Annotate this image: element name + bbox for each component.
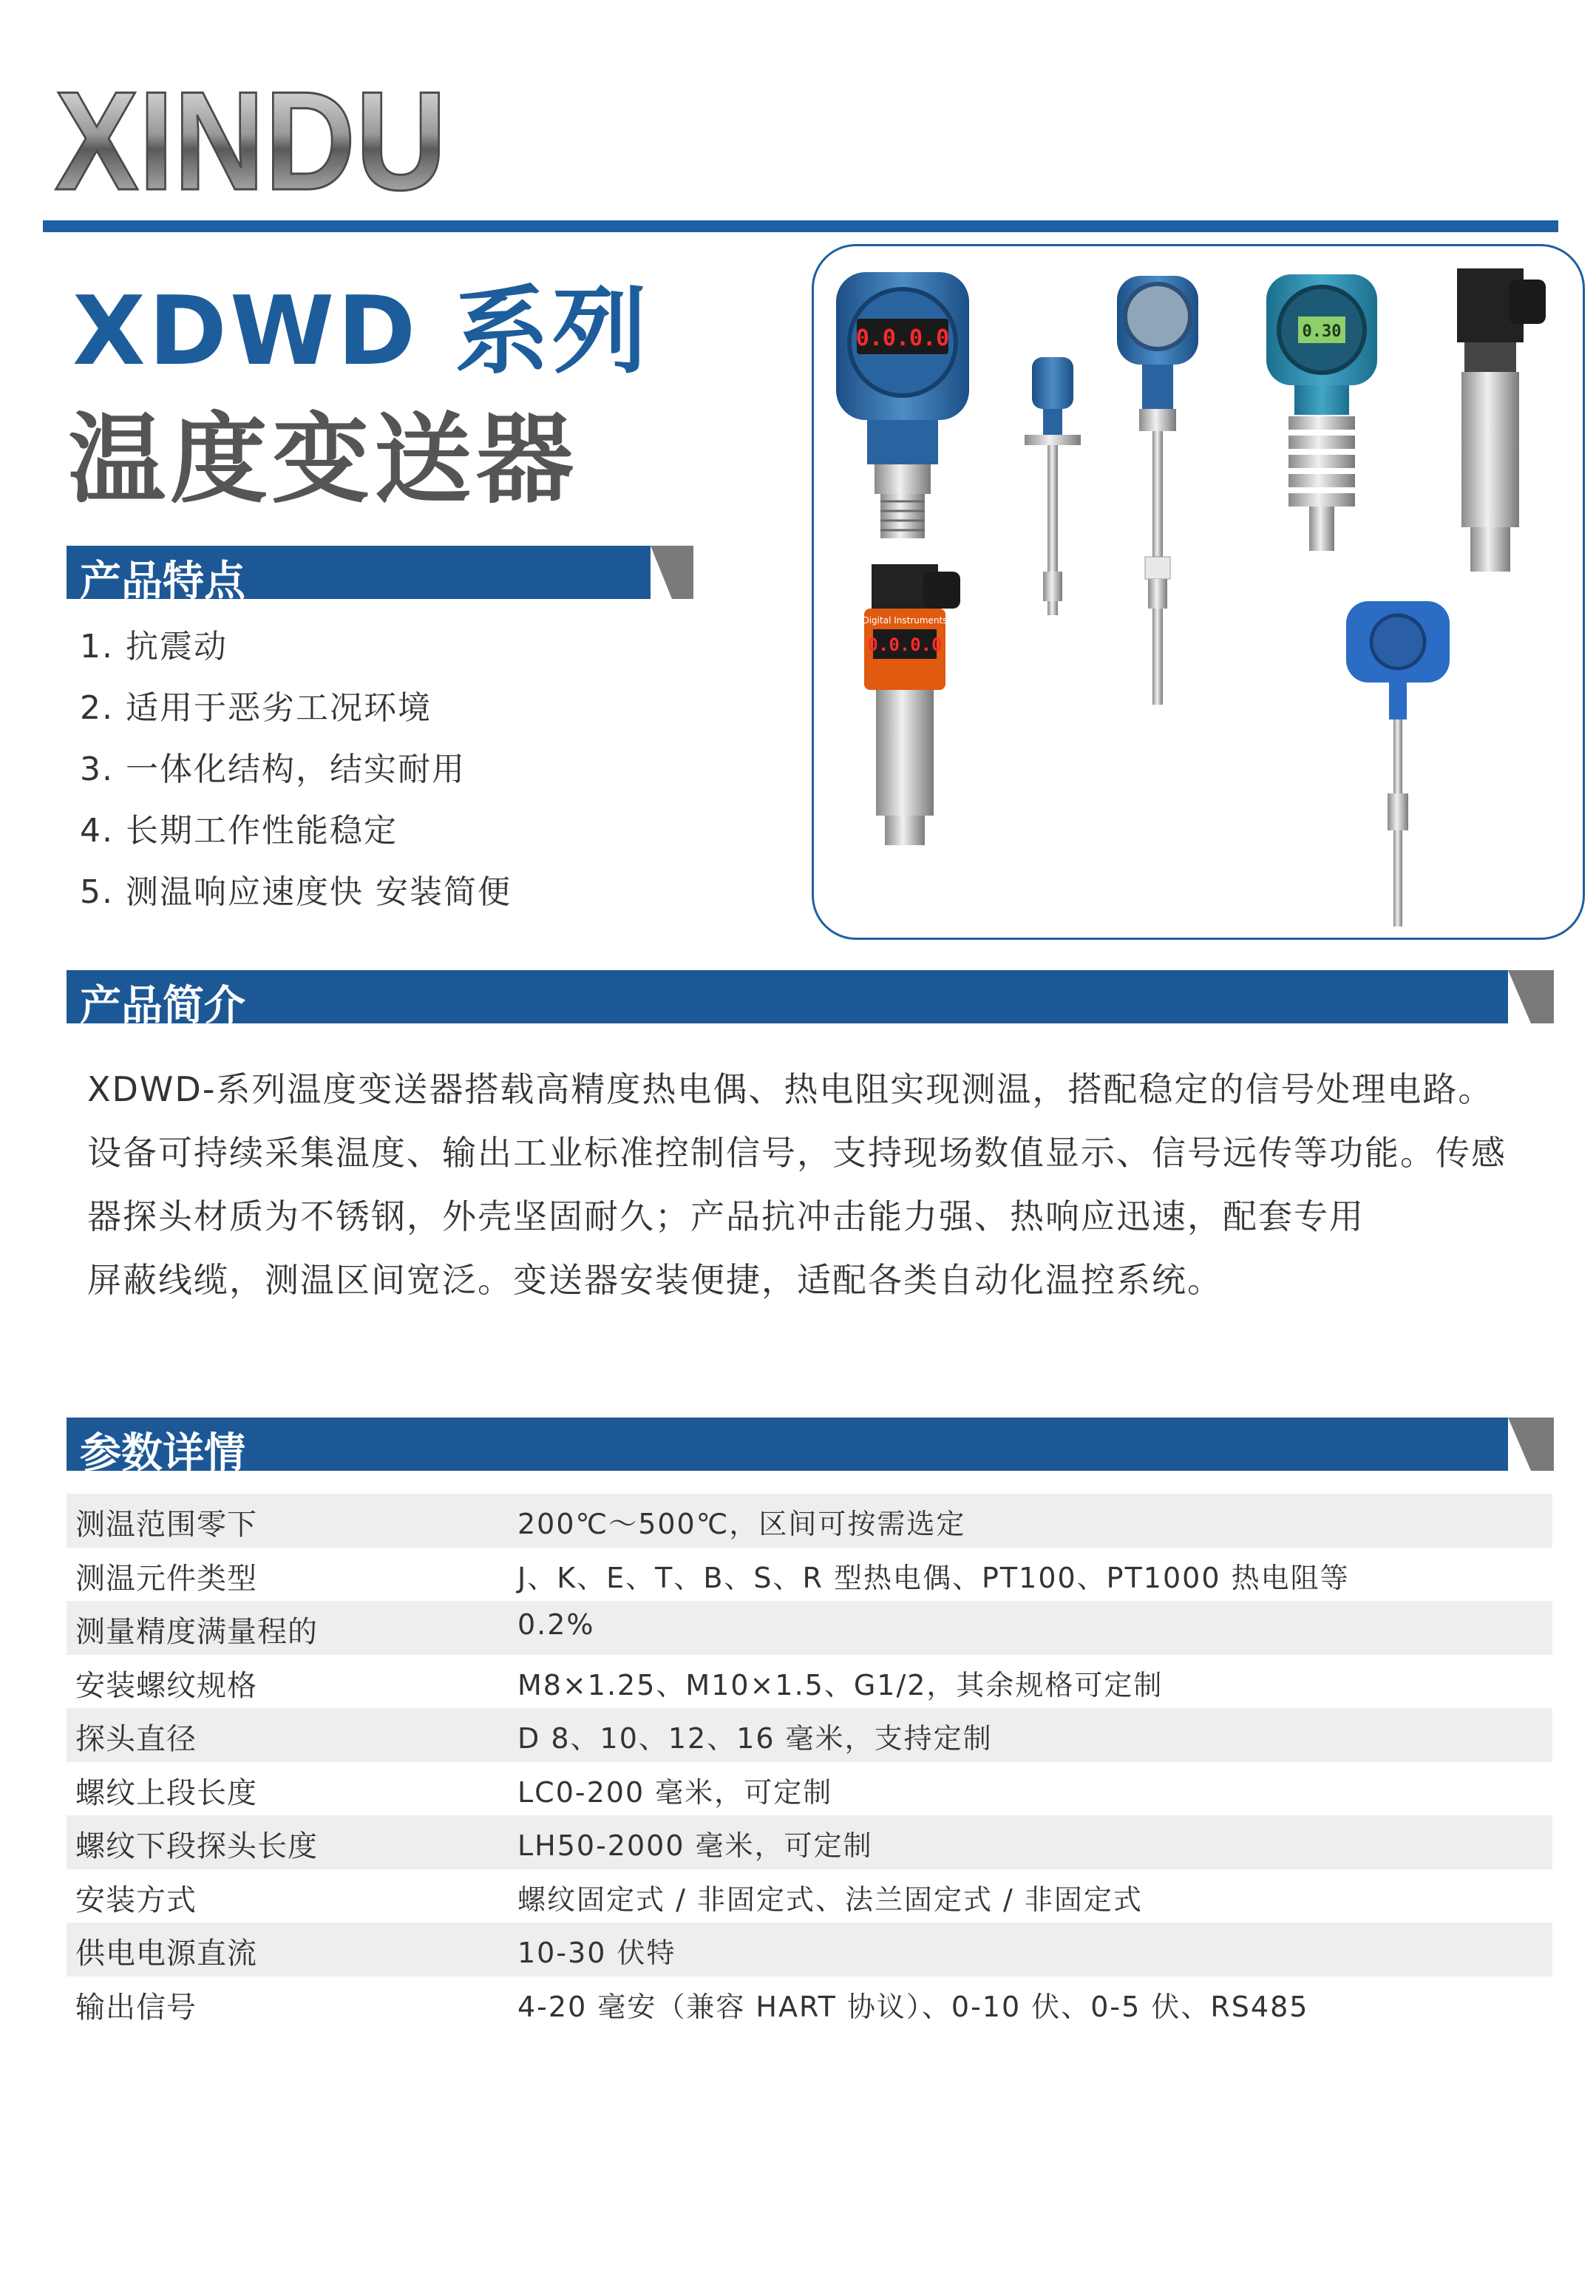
led-reading: 0.0.0.0 <box>855 325 950 351</box>
product-intro <box>87 1057 1551 1312</box>
feature-item: 3. 一体化结构，结实耐用 <box>80 751 466 788</box>
param-row <box>67 1708 1552 1762</box>
features-section-title: 产品特点 <box>80 558 245 606</box>
led-reading-small: 0.0.0.0 <box>867 634 943 655</box>
param-row <box>67 1869 1552 1923</box>
param-row <box>67 1548 1552 1602</box>
transmitter-head-probe <box>1346 601 1450 927</box>
params-section-title: 参数详情 <box>80 1429 245 1477</box>
xindu-logo <box>52 65 451 213</box>
lcd-reading: 0.30 <box>1302 322 1342 341</box>
param-key: 螺纹下段探头长度 <box>75 1829 318 1863</box>
features-section-bar <box>67 546 693 606</box>
logo-text: XINDU <box>55 65 446 213</box>
sensor-digital-display <box>862 564 960 845</box>
intro-section-title: 产品简介 <box>80 982 245 1030</box>
intro-section-bar <box>67 970 1554 1030</box>
param-row <box>67 1601 1552 1655</box>
param-row <box>67 1923 1552 1977</box>
param-row <box>67 1815 1552 1869</box>
transmitter-flange-probe <box>1025 357 1081 615</box>
feature-item: 5. 测温响应速度快 安装简便 <box>80 873 512 911</box>
param-key: 测温范围零下 <box>75 1508 257 1542</box>
product-photos-panel <box>812 244 1585 940</box>
param-value: 4-20 毫安（兼容 HART 协议）、0-10 伏、0-5 伏、RS485 <box>517 1990 1309 2023</box>
param-row <box>67 1977 1552 2031</box>
sensor-din-connector <box>1457 268 1546 572</box>
product-title: 温度变送器 <box>68 403 578 517</box>
param-key: 安装方式 <box>75 1883 197 1917</box>
transmitter-lcd-heatsink <box>1266 274 1377 551</box>
transmitter-lcd-long-probe <box>1117 276 1198 705</box>
param-value: 200℃～500℃，区间可按需选定 <box>517 1508 966 1540</box>
param-key: 供电电源直流 <box>75 1937 257 1971</box>
intro-line: 器探头材质为不锈钢，外壳坚固耐久；产品抗冲击能力强、热响应迅速，配套专用 <box>87 1196 1365 1236</box>
param-key: 测量精度满量程的 <box>75 1615 318 1649</box>
params-section-bar <box>67 1418 1554 1477</box>
params-table <box>67 1494 1552 2030</box>
param-value: LH50-2000 毫米，可定制 <box>517 1829 873 1862</box>
transmitter-led-large <box>836 272 969 538</box>
feature-item: 1. 抗震动 <box>80 628 228 666</box>
param-key: 探头直径 <box>75 1722 197 1756</box>
intro-line: 设备可持续采集温度、输出工业标准控制信号，支持现场数值显示、信号远传等功能。传感 <box>87 1133 1507 1173</box>
series-title: XDWD 系列 <box>72 277 650 387</box>
param-value: J、K、E、T、B、S、R 型热电偶、PT100、PT1000 热电阻等 <box>517 1561 1350 1594</box>
param-row <box>67 1762 1552 1816</box>
param-row <box>67 1655 1552 1709</box>
param-value: M8×1.25、M10×1.5、G1/2，其余规格可定制 <box>517 1668 1164 1701</box>
header-rule <box>43 220 1558 232</box>
feature-item: 4. 长期工作性能稳定 <box>80 812 398 850</box>
display-brand: Digital Instruments <box>862 615 948 626</box>
intro-line: 屏蔽线缆，测温区间宽泛。变送器安装便捷，适配各类自动化温控系统。 <box>87 1260 1223 1300</box>
param-key: 测温元件类型 <box>75 1561 257 1596</box>
param-value: 螺纹固定式 / 非固定式、法兰固定式 / 非固定式 <box>517 1883 1143 1916</box>
param-key: 螺纹上段长度 <box>75 1775 257 1810</box>
product-photos-illustration <box>814 246 1583 938</box>
intro-line: XDWD-系列温度变送器搭载高精度热电偶、热电阻实现测温，搭配稳定的信号处理电路。 <box>87 1069 1494 1109</box>
param-key: 安装螺纹规格 <box>75 1668 257 1703</box>
param-row <box>67 1494 1552 1548</box>
param-value: 0.2% <box>517 1608 595 1641</box>
feature-item: 2. 适用于恶劣工况环境 <box>80 689 432 727</box>
param-value: D 8、10、12、16 毫米，支持定制 <box>517 1722 993 1755</box>
param-value: LC0-200 毫米，可定制 <box>517 1775 833 1809</box>
param-key: 输出信号 <box>75 1990 197 2025</box>
features-list <box>80 625 512 932</box>
param-value: 10-30 伏特 <box>517 1937 676 1969</box>
